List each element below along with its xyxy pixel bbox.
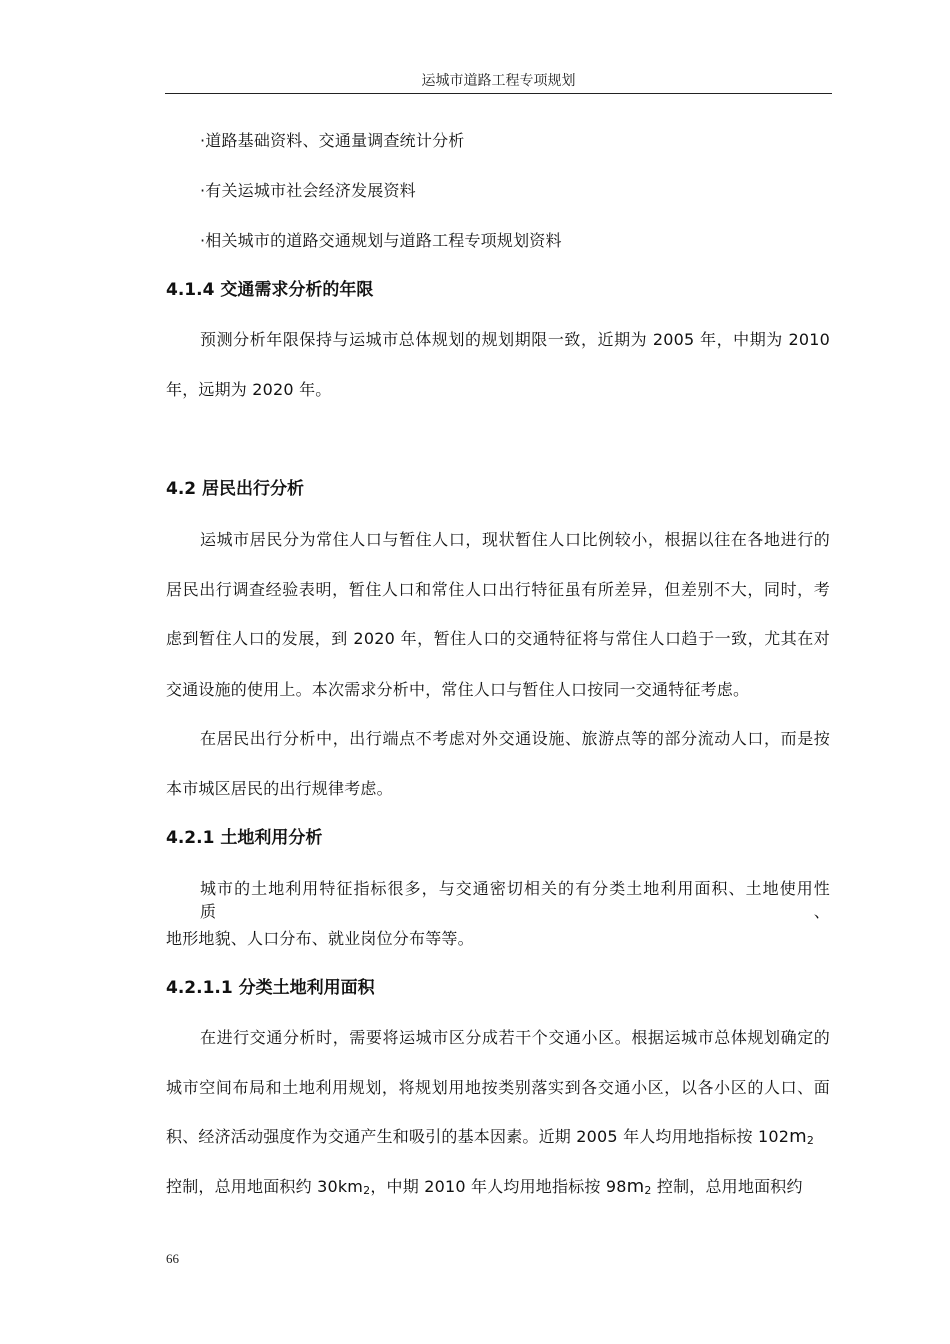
- section-heading-4-2-1: 4.2.1 土地利用分析: [166, 828, 323, 848]
- unit-exponent: 2: [644, 1184, 652, 1197]
- paragraph-line: 居民出行调查经验表明，暂住人口和常住人口出行特征虽有所差异，但差别不大，同时，考: [166, 580, 830, 599]
- unit-m: m: [789, 1126, 807, 1147]
- section-heading-4-2-1-1: 4.2.1.1 分类土地利用面积: [166, 978, 375, 998]
- bullet-item: ·道路基础资料、交通量调查统计分析: [200, 131, 465, 150]
- paragraph-line: 城市的土地利用特征指标很多，与交通密切相关的有分类土地利用面积、土地使用性质、: [200, 879, 830, 921]
- paragraph-line: 在居民出行分析中，出行端点不考虑对外交通设施、旅游点等的部分流动人口，而是按: [200, 729, 830, 748]
- paragraph-line: 地形地貌、人口分布、就业岗位分布等等。: [166, 929, 474, 948]
- paragraph-line: 运城市居民分为常住人口与暂住人口，现状暂住人口比例较小，根据以往在各地进行的: [200, 530, 830, 549]
- paragraph-line: 预测分析年限保持与运城市总体规划的规划期限一致，近期为 2005 年，中期为 2010: [200, 330, 830, 349]
- unit-exponent: 2: [363, 1184, 371, 1197]
- header-divider: [165, 93, 832, 94]
- line-text: ，中期 2010 年人均用地指标按 98: [370, 1177, 627, 1196]
- line-text: 积、经济活动强度作为交通产生和吸引的基本因素。近期 2005 年人均用地指标按 102: [166, 1127, 790, 1146]
- running-header: 运城市道路工程专项规划: [421, 73, 576, 89]
- line-text: 控制，总用地面积约 30km: [166, 1177, 364, 1196]
- page-number: 66: [166, 1251, 179, 1266]
- paragraph-line: 交通设施的使用上。本次需求分析中，常住人口与暂住人口按同一交通特征考虑。: [166, 680, 750, 699]
- paragraph-line: 城市空间布局和土地利用规划，将规划用地按类别落实到各交通小区，以各小区的人口、面: [166, 1078, 830, 1097]
- paragraph-line: 本市城区居民的出行规律考虑。: [166, 779, 393, 798]
- paragraph-line: 年，远期为 2020 年。: [166, 380, 332, 399]
- bullet-item: ·有关运城市社会经济发展资料: [200, 181, 416, 200]
- section-heading-4-2: 4.2 居民出行分析: [166, 479, 305, 499]
- paragraph-line: [166, 1174, 830, 1197]
- paragraph-line: 在进行交通分析时，需要将运城市区分成若干个交通小区。根据运城市总体规划确定的: [200, 1028, 830, 1047]
- paragraph-line: [166, 1124, 830, 1147]
- unit-m: m: [626, 1176, 645, 1197]
- bullet-item: ·相关城市的道路交通规划与道路工程专项规划资料: [200, 231, 562, 250]
- section-heading-4-1-4: 4.1.4 交通需求分析的年限: [166, 280, 374, 300]
- unit-exponent: 2: [806, 1134, 815, 1147]
- paragraph-line: 虑到暂住人口的发展，到 2020 年，暂住人口的交通特征将与常住人口趋于一致，尤其在对: [166, 629, 830, 648]
- line-text: 控制，总用地面积约: [651, 1177, 803, 1196]
